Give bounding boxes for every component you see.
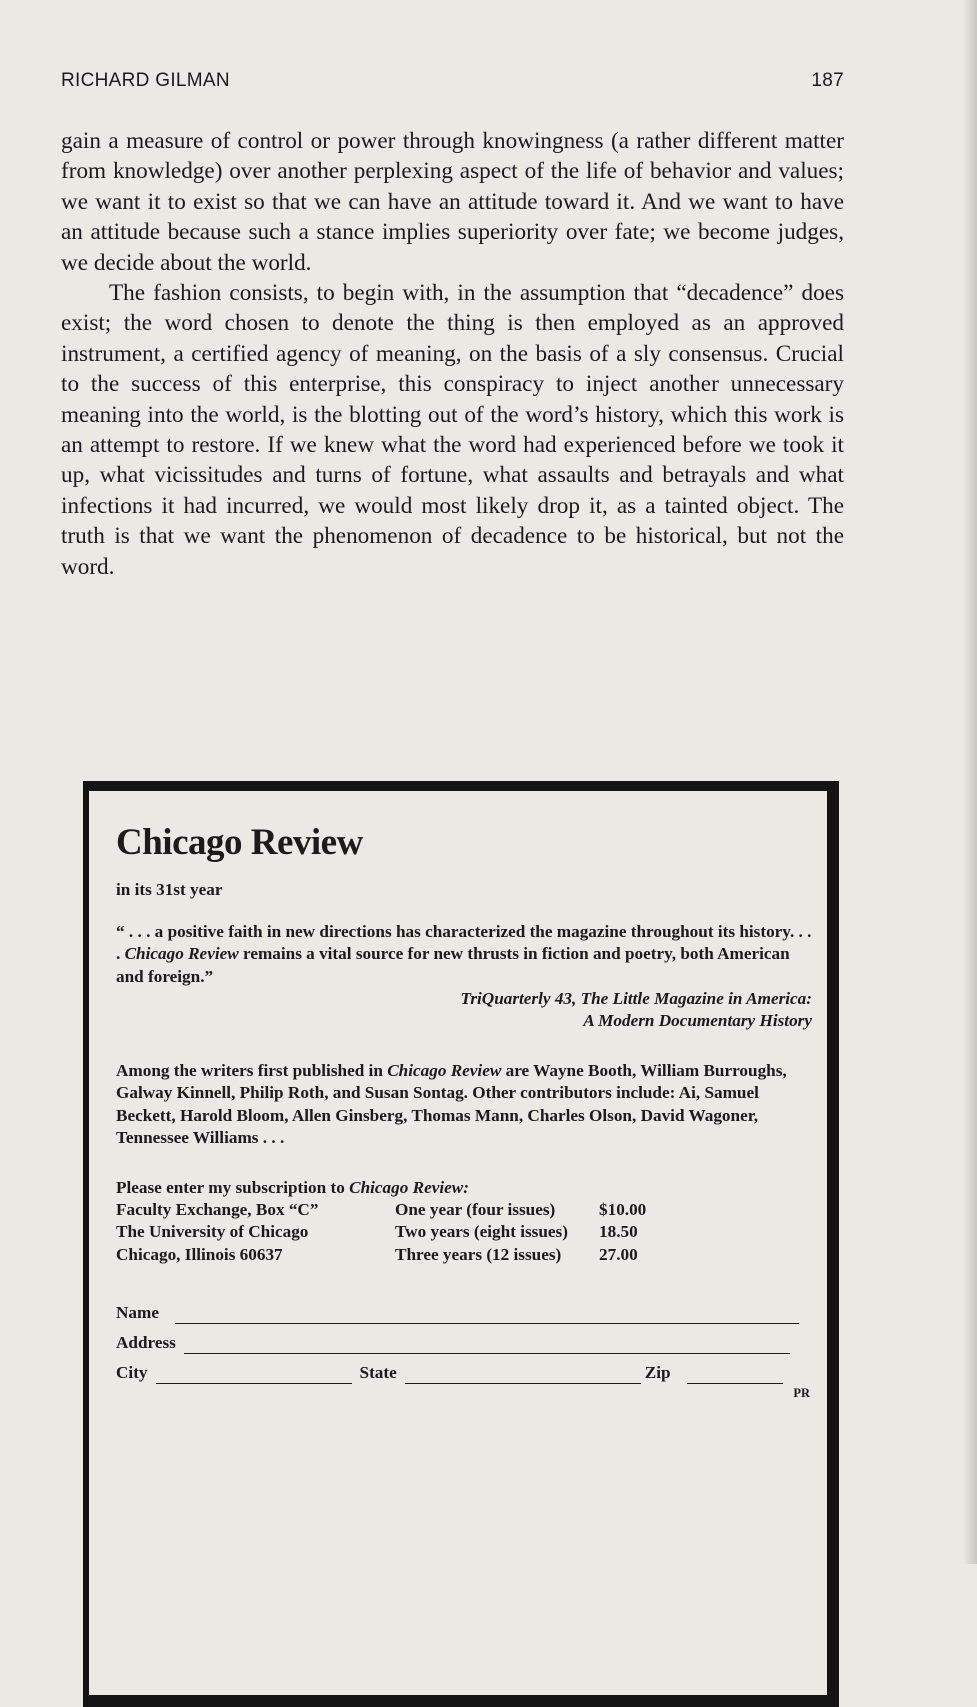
page-number: 187 — [811, 70, 844, 91]
running-head-author: RICHARD GILMAN — [61, 70, 230, 91]
term-option: Three years (12 issues) — [395, 1244, 562, 1264]
ad-quote-italic: Chicago Review — [124, 944, 239, 964]
state-label: State — [359, 1362, 397, 1382]
paragraph-2: The fashion consists, to begin with, in the assumption that “decadence” does exist; the word chosen to denote the thing is then employed as an approved instrument, a certified agency of meaning, on the basis of a sly consensus. Crucial to the success of this enterprise, this conspiracy to inject another unnecessary meaning into the world, is the blotting out of the word’s history, which this work is an attempt to restore. If we knew what the word had experienced before we took it up, what vicissitudes and turns of fortune, what assaults and betrayals and what infections it had incurred, we would most likely drop it, as a tainted object. The truth is that we want the phenomenon of decadence to be historical, but not the word. — [61, 280, 844, 580]
ad-writers-italic: Chicago Review — [387, 1061, 502, 1081]
address-field[interactable] — [184, 1333, 790, 1354]
name-label: Name — [116, 1302, 159, 1322]
ad-writers-part2: are Wayne Booth, William Burroughs, Galway Kinnell, Philip Roth, and Susan Sontag. Other contributors include: Ai, Samuel Beckett, Harold Bloom, Allen Ginsberg, Thomas Mann, Charles Olson, David Wagoner, Tennessee Williams . . . — [116, 1061, 787, 1147]
term-price: $10.00 — [599, 1200, 647, 1220]
paragraph-1: gain a measure of control or power through knowingness (a rather different matter from knowledge) over another perplexing aspect of the life of behavior and values; we want it to exist so that we can have an attitude toward it. And we want to have an attitude because such a stance implies superiority over fate; we become judges, we decide about the world. — [61, 128, 844, 276]
address-row — [116, 1324, 812, 1354]
subscription-row — [116, 1199, 812, 1221]
ad-attribution-line2: A Modern Documentary History — [583, 1011, 812, 1031]
address-line: Chicago, Illinois 60637 — [116, 1244, 283, 1264]
subscription-row — [116, 1221, 812, 1243]
term-option: Two years (eight issues) — [395, 1222, 568, 1242]
ad-subtitle: in its 31st year — [116, 880, 223, 899]
ad-quote-part1: “ . . . a positive faith in new directions has characterized the magazine throughout its history. . . . — [116, 922, 812, 964]
ad-quote — [116, 921, 812, 988]
subscription-heading — [116, 1177, 812, 1199]
chicago-review-advertisement — [83, 781, 839, 1707]
page-spine-shadow — [963, 0, 977, 1564]
subscription-form — [116, 1294, 812, 1404]
name-field[interactable] — [175, 1303, 799, 1324]
ad-attribution-line1: TriQuarterly 43, The Little Magazine in America: — [460, 988, 812, 1008]
zip-field[interactable] — [687, 1363, 783, 1384]
running-head — [61, 70, 844, 92]
ad-title: Chicago Review — [116, 822, 363, 863]
subscription-lead: Please enter my subscription to — [116, 1178, 350, 1198]
state-field[interactable] — [405, 1363, 641, 1384]
term-option: One year (four issues) — [395, 1200, 556, 1220]
city-label: City — [116, 1362, 148, 1382]
city-field[interactable] — [156, 1363, 352, 1384]
ad-writers — [116, 1060, 812, 1149]
ad-writers-part1: Among the writers first published in — [116, 1061, 388, 1081]
address-line: Faculty Exchange, Box “C” — [116, 1200, 319, 1220]
term-price: 27.00 — [599, 1244, 638, 1264]
subscription-italic: Chicago Review: — [349, 1178, 469, 1198]
body-text — [61, 126, 844, 582]
name-row — [116, 1294, 812, 1324]
address-line: The University of Chicago — [116, 1222, 309, 1242]
ad-quote-part2: remains a vital source for new thrusts in fiction and poetry, both American and foreign.” — [116, 944, 790, 986]
city-state-zip-row — [116, 1354, 812, 1384]
ad-code: PR — [793, 1385, 810, 1400]
address-label: Address — [116, 1332, 176, 1352]
subscription-row — [116, 1244, 812, 1266]
ad-attribution — [116, 988, 812, 1032]
zip-label: Zip — [644, 1362, 671, 1382]
term-price: 18.50 — [599, 1222, 638, 1242]
